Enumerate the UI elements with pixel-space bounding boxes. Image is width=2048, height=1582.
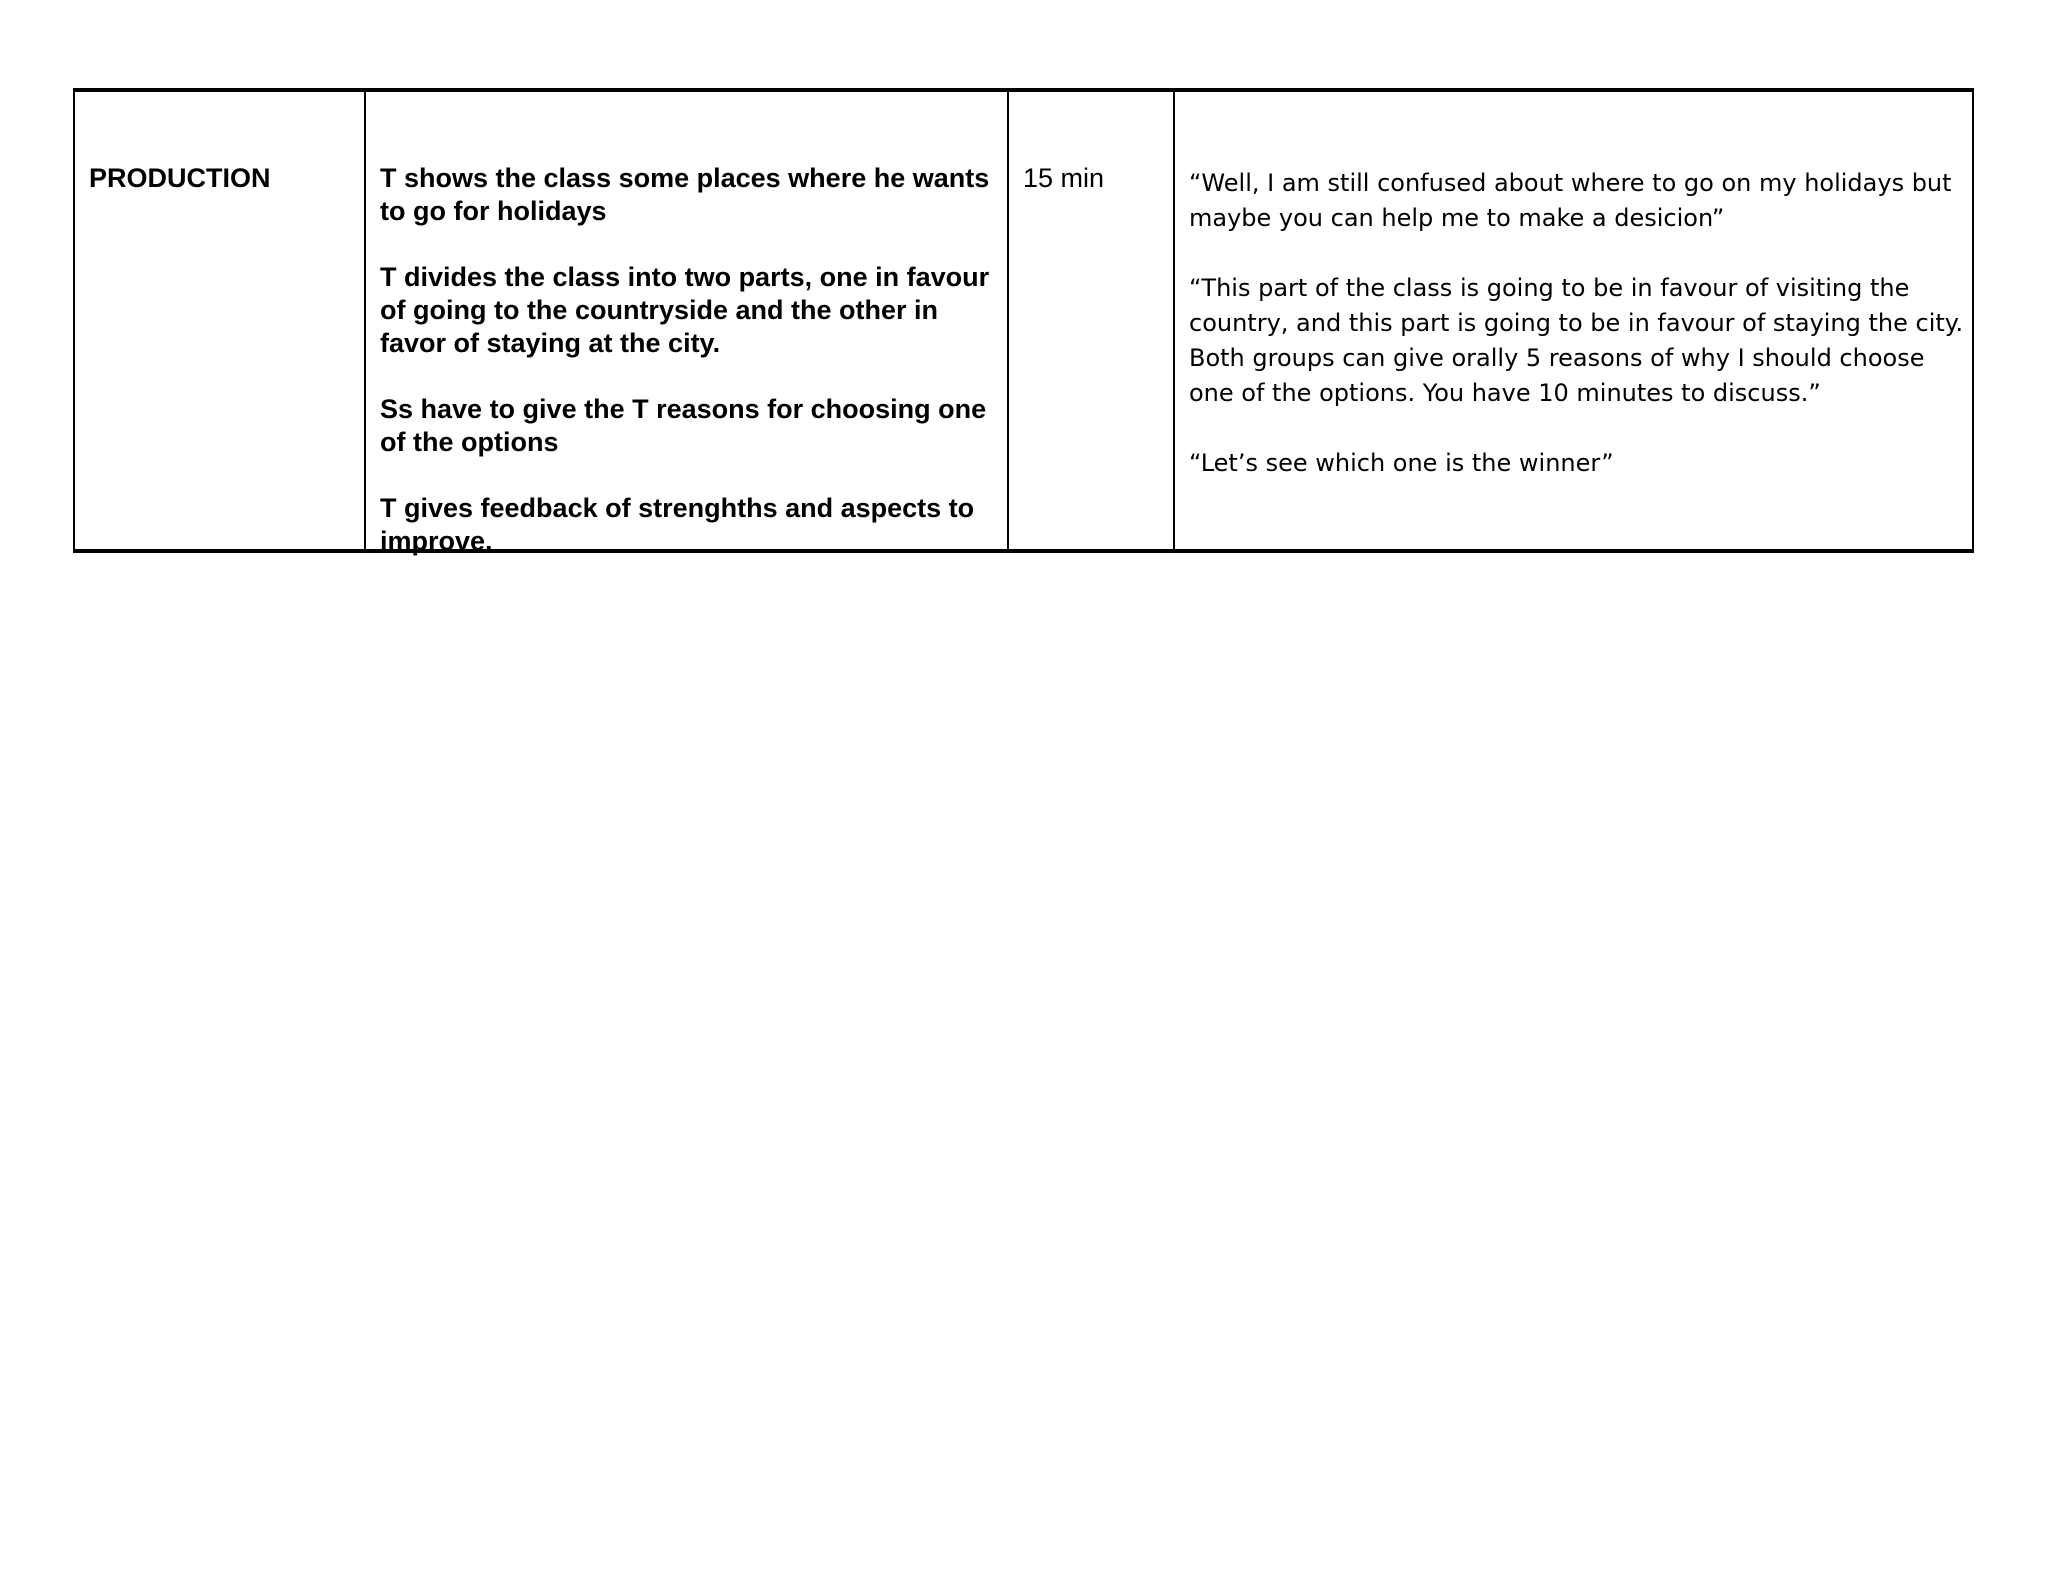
procedure-item: Ss have to give the T reasons for choosing one of the options: [380, 394, 987, 457]
lesson-plan-table: [73, 88, 1974, 556]
procedure-item: T gives feedback of strenghths and aspects to improve.: [380, 493, 975, 556]
procedure-list: [380, 162, 1000, 591]
time-label: 15 min: [1023, 163, 1105, 193]
procedure-item: T divides the class into two parts, one in favour of going to the countryside and the other in favor of staying at the city.: [380, 262, 990, 358]
stage-label: PRODUCTION: [89, 163, 271, 193]
procedure-item: T shows the class some places where he wants to go for holidays: [380, 163, 990, 226]
time-cell: [1007, 92, 1173, 549]
teacher-quote: “Well, I am still confused about where to go on my holidays but maybe you can help me to make a desicion”: [1189, 169, 1952, 232]
teacher-quote: “Let’s see which one is the winner”: [1189, 449, 1614, 477]
stage-cell: [75, 92, 364, 549]
teacher-language-list: [1189, 166, 1969, 516]
teacher-language-cell: [1173, 92, 1972, 549]
procedure-cell: [364, 92, 1007, 556]
teacher-quote: “This part of the class is going to be in favour of visiting the country, and this part is going to be in favour of staying the city. Both groups can give orally 5 reasons of why I should choose one of the options. You have 10 minutes to discuss.”: [1189, 274, 1964, 407]
